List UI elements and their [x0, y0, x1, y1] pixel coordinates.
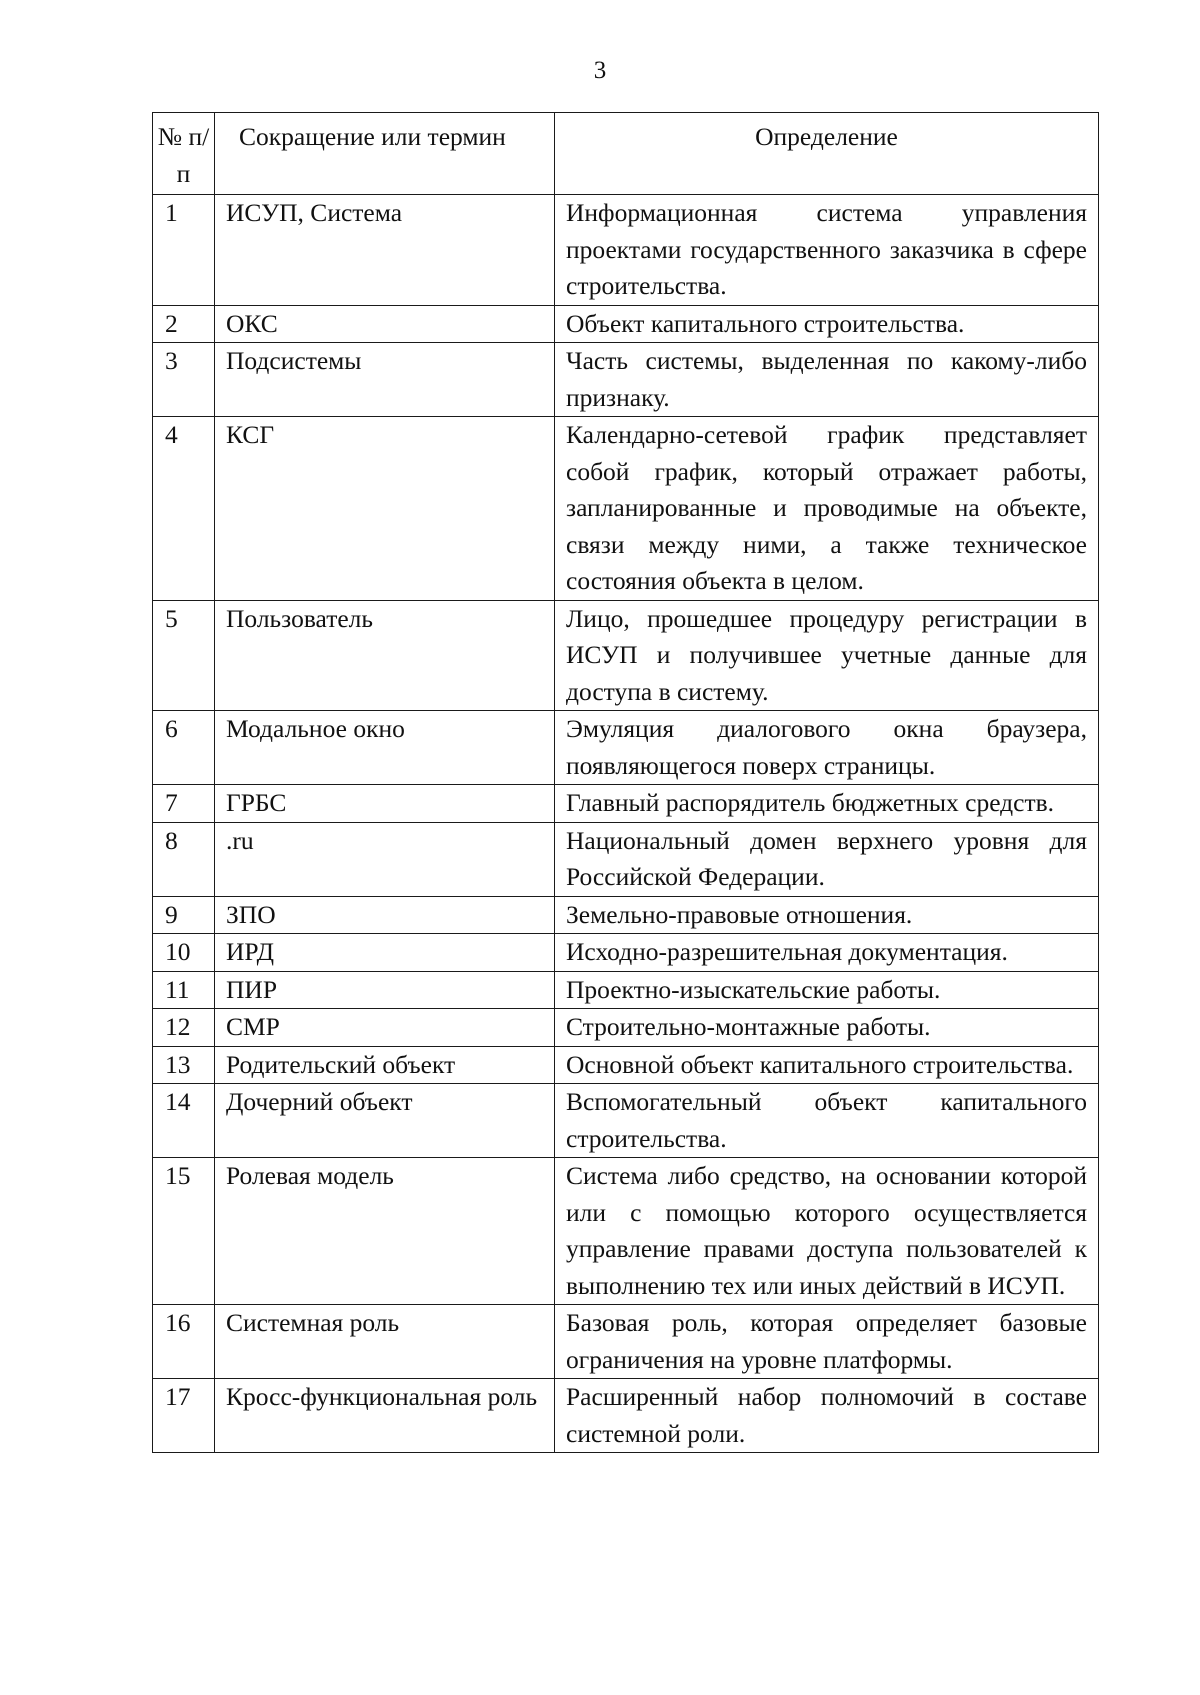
table-row [153, 896, 1099, 934]
row-number-cell [153, 1379, 215, 1453]
row-definition-cell [555, 711, 1099, 785]
row-definition-cell [555, 1158, 1099, 1305]
row-number-cell [153, 1305, 215, 1379]
row-number: 6 [165, 714, 178, 743]
row-definition-cell [555, 934, 1099, 972]
table-row [153, 711, 1099, 785]
row-term: Ролевая модель [226, 1161, 394, 1190]
table-row [153, 822, 1099, 896]
row-term: Дочерний объект [226, 1087, 413, 1116]
row-definition-cell [555, 195, 1099, 306]
row-term: ИСУП, Система [226, 198, 403, 227]
row-number-cell [153, 417, 215, 601]
row-term-cell [215, 971, 555, 1009]
row-term-cell [215, 600, 555, 711]
row-term-cell [215, 305, 555, 343]
header-term: Сокращение или термин [215, 113, 555, 195]
row-term-cell [215, 1009, 555, 1047]
row-number-cell [153, 1084, 215, 1158]
row-number: 11 [165, 974, 190, 1004]
row-definition-cell [555, 305, 1099, 343]
table-row [153, 1305, 1099, 1379]
row-term: ЗПО [226, 899, 276, 929]
table-row [153, 305, 1099, 343]
row-definition: Строительно-монтажные работы. [566, 1012, 931, 1041]
table-row [153, 1379, 1099, 1453]
row-number: 8 [165, 825, 178, 855]
row-definition: Информационная система управления проектами государственного заказчика в сфере строительства. [566, 198, 1087, 300]
row-definition: Эмуляция диалогового окна браузера, появляющегося поверх страницы. [566, 714, 1087, 780]
row-definition: Система либо средство, на основании которой или с помощью которого осуществляется управление правами доступа пользователей к выполнению тех или иных действий в ИСУП. [566, 1161, 1087, 1300]
row-definition-cell [555, 343, 1099, 417]
row-term-cell [215, 1379, 555, 1453]
row-term: ГРБС [226, 788, 287, 817]
table-row [153, 785, 1099, 823]
row-definition-cell [555, 1084, 1099, 1158]
row-term-cell [215, 1305, 555, 1379]
row-number: 17 [165, 1382, 191, 1411]
row-definition: Часть системы, выделенная по какому-либо признаку. [566, 346, 1087, 412]
row-number: 4 [165, 420, 178, 449]
row-definition-cell [555, 822, 1099, 896]
row-number: 5 [165, 603, 178, 633]
row-term: КСГ [226, 420, 275, 449]
row-number-cell [153, 785, 215, 823]
row-term: Пользователь [226, 603, 374, 633]
table-row [153, 195, 1099, 306]
row-number-cell [153, 896, 215, 934]
table-row [153, 971, 1099, 1009]
table-row [153, 1158, 1099, 1305]
row-definition: Календарно-сетевой график представляет собой график, который отражает работы, запланированные и проводимые на объекте, связи между ними, а также техническое состояния объекта в целом. [566, 420, 1087, 595]
row-definition: Лицо, прошедшее процедуру регистрации в ИСУП и получившее учетные данные для доступа в систему. [566, 603, 1087, 706]
row-definition-cell [555, 600, 1099, 711]
row-number: 16 [165, 1308, 191, 1337]
row-number-cell [153, 1009, 215, 1047]
row-number: 12 [165, 1012, 191, 1041]
row-number-cell [153, 305, 215, 343]
row-definition-cell [555, 785, 1099, 823]
row-definition-cell [555, 1009, 1099, 1047]
row-definition-cell [555, 971, 1099, 1009]
row-term: Системная роль [226, 1308, 400, 1337]
row-definition-cell [555, 1046, 1099, 1084]
page-number: 3 [593, 57, 607, 84]
row-definition: Объект капитального строительства. [566, 308, 965, 338]
row-term-cell [215, 195, 555, 306]
row-term-cell [215, 1158, 555, 1305]
row-number: 9 [165, 899, 178, 929]
row-definition: Основной объект капитального строительства. [566, 1049, 1074, 1079]
row-term-cell [215, 934, 555, 972]
row-definition-cell [555, 1305, 1099, 1379]
row-term-cell [215, 785, 555, 823]
row-definition: Главный распорядитель бюджетных средств. [566, 788, 1055, 817]
row-definition: Земельно-правовые отношения. [566, 899, 913, 929]
row-number-cell [153, 1046, 215, 1084]
row-number: 2 [165, 308, 178, 338]
row-number-cell [153, 934, 215, 972]
row-term: ПИР [226, 974, 278, 1004]
row-term: Модальное окно [226, 714, 405, 743]
table-row [153, 1046, 1099, 1084]
table-row [153, 934, 1099, 972]
row-term: Кросс-функциональная роль [226, 1382, 538, 1411]
table-row [153, 417, 1099, 601]
header-definition: Определение [555, 113, 1099, 195]
row-number-cell [153, 822, 215, 896]
row-number: 3 [165, 346, 178, 375]
table-row [153, 1009, 1099, 1047]
row-number: 14 [165, 1087, 191, 1116]
row-number-cell [153, 1158, 215, 1305]
row-term: СМР [226, 1012, 280, 1041]
row-term: Подсистемы [226, 346, 362, 375]
row-number: 7 [165, 788, 178, 817]
table-body [153, 195, 1099, 1453]
row-definition: Исходно-разрешительная документация. [566, 937, 1008, 966]
row-number: 1 [165, 198, 178, 227]
table-row [153, 343, 1099, 417]
row-term-cell [215, 822, 555, 896]
row-term-cell [215, 1084, 555, 1158]
terms-table [152, 112, 1099, 1453]
row-number-cell [153, 711, 215, 785]
row-term: ОКС [226, 308, 278, 338]
row-definition-cell [555, 417, 1099, 601]
row-number: 13 [165, 1049, 191, 1079]
row-definition: Проектно-изыскательские работы. [566, 974, 941, 1004]
table-row [153, 1084, 1099, 1158]
row-term: .ru [226, 825, 254, 855]
row-term-cell [215, 343, 555, 417]
table-row [153, 600, 1099, 711]
row-term: Родительский объект [226, 1049, 456, 1079]
row-number-cell [153, 600, 215, 711]
row-term-cell [215, 711, 555, 785]
row-number-cell [153, 195, 215, 306]
row-term-cell [215, 1046, 555, 1084]
row-term-cell [215, 896, 555, 934]
table-header-row [153, 113, 1099, 195]
row-number-cell [153, 343, 215, 417]
row-term-cell [215, 417, 555, 601]
row-term: ИРД [226, 937, 275, 966]
row-definition: Национальный домен верхнего уровня для Российской Федерации. [566, 825, 1087, 891]
row-definition: Базовая роль, которая определяет базовые ограничения на уровне платформы. [566, 1308, 1087, 1374]
row-number: 15 [165, 1161, 191, 1190]
row-definition-cell [555, 1379, 1099, 1453]
row-definition: Вспомогательный объект капитального строительства. [566, 1087, 1087, 1153]
header-num: № п/п [153, 113, 215, 195]
row-definition-cell [555, 896, 1099, 934]
row-number-cell [153, 971, 215, 1009]
row-number: 10 [165, 937, 191, 966]
row-definition: Расширенный набор полномочий в составе системной роли. [566, 1382, 1087, 1448]
